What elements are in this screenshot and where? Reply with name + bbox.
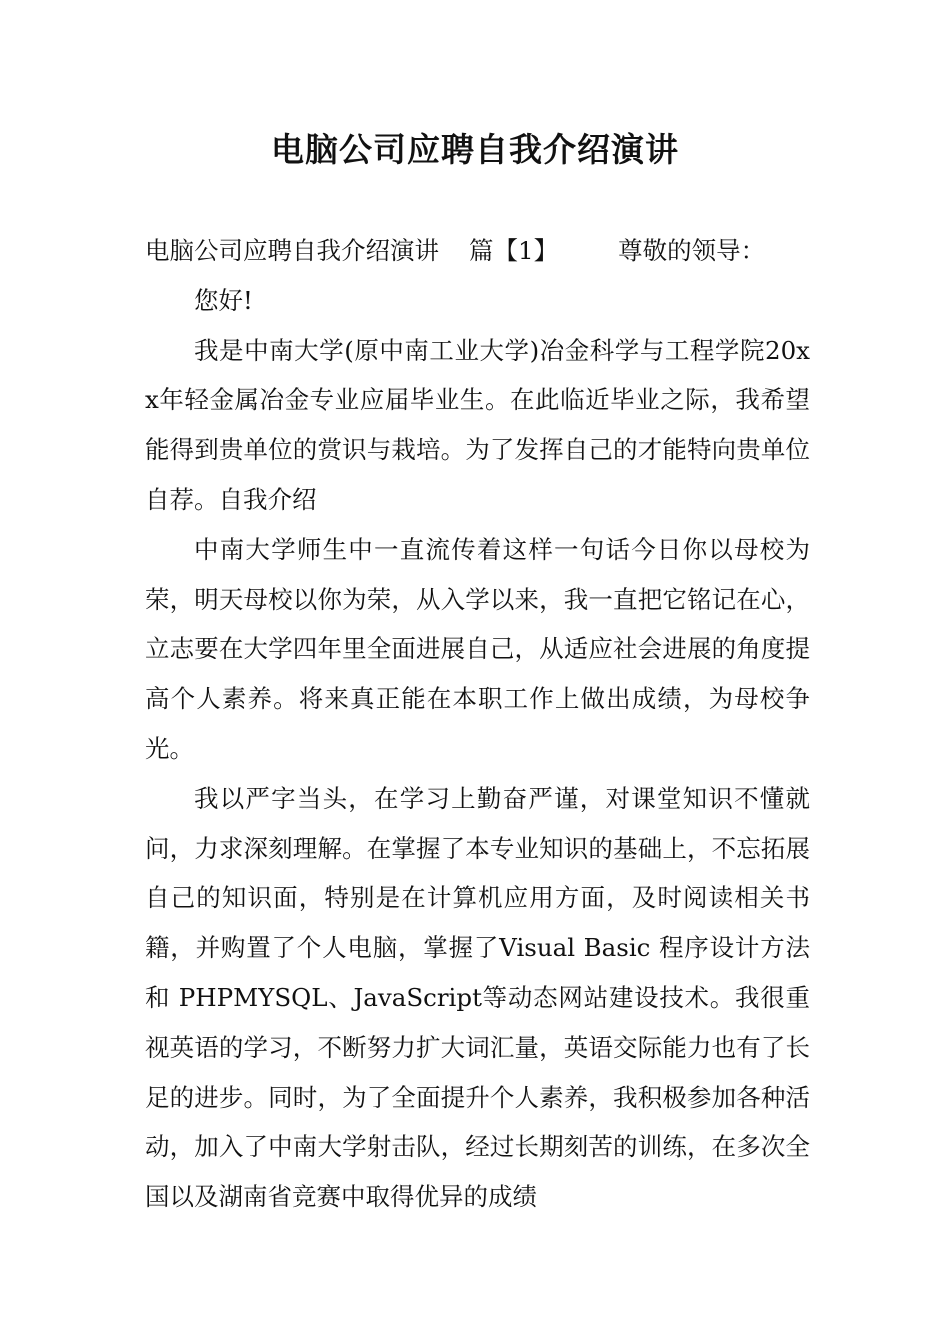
document-body <box>145 226 810 1222</box>
paragraph-study: 我以严字当头，在学习上勤奋严谨，对课堂知识不懂就问，力求深刻理解。在掌握了本专业知识的基础上，不忘拓展自己的知识面，特别是在计算机应用方面，及时阅读相关书籍，并购置了个人电脑，掌握了Visual Basic 程序设计方法和 PHPMYSQL、JavaScript等动态网站建设技术。我很重视英语的学习，不断努力扩大词汇量，英语交际能力也有了长足的进步。同时，为了全面提升个人素养，我积极参加各种活动，加入了中南大学射击队，经过长期刻苦的训练，在多次全国以及湖南省竞赛中取得优异的成绩 <box>145 783 810 1212</box>
heading-doc-name: 电脑公司应聘自我介绍演讲 <box>145 236 439 265</box>
heading-line <box>145 226 810 276</box>
paragraph-introduction: 我是中南大学(原中南工业大学)冶金科学与工程学院20xx年轻金属冶金专业应届毕业生。在此临近毕业之际，我希望能得到贵单位的赏识与栽培。为了发挥自己的才能特向贵单位自荐。自我介绍 <box>145 335 810 514</box>
paragraph-greeting: 您好! <box>194 285 253 315</box>
paragraph-school-motto: 中南大学师生中一直流传着这样一句话今日你以母校为荣，明天母校以你为荣，从入学以来，我一直把它铭记在心，立志要在大学四年里全面进展自己，从适应社会进展的角度提高个人素养。将来真正能在本职工作上做出成绩，为母校争光。 <box>145 534 810 763</box>
heading-salutation: 尊敬的领导： <box>618 236 766 265</box>
heading-section: 篇【1】 <box>469 236 559 265</box>
document-title: 电脑公司应聘自我介绍演讲 <box>271 130 679 169</box>
